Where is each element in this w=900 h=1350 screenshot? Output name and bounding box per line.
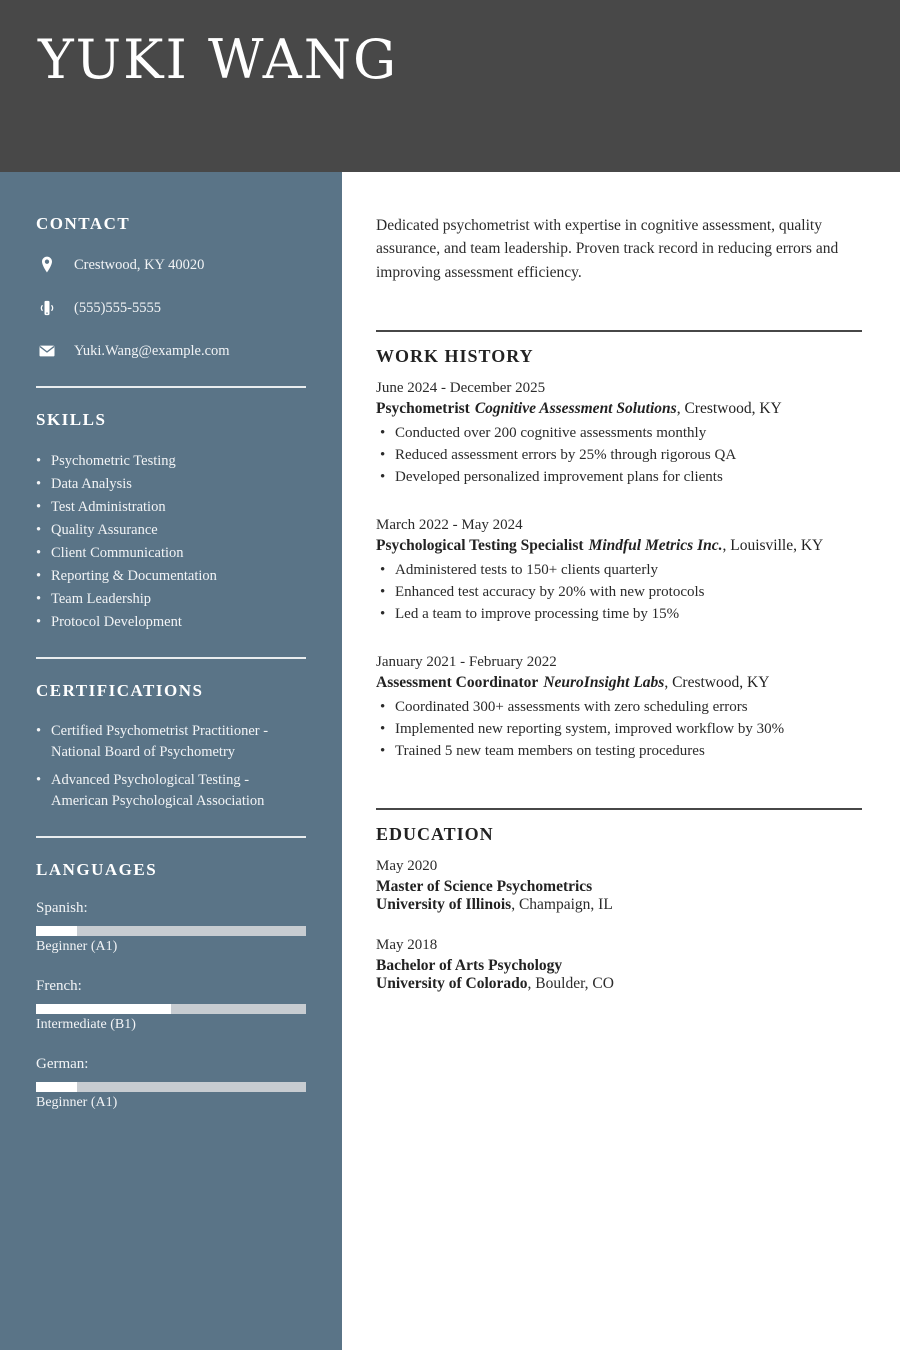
contact-heading: CONTACT: [36, 214, 131, 233]
degree-name: Master of Science Psychometrics: [376, 877, 593, 895]
language-progress-track: [36, 1082, 306, 1092]
language-block: [36, 1056, 306, 1111]
skill-item: • Client Communication: [36, 542, 306, 564]
education-heading: EDUCATION: [376, 823, 494, 844]
job-entry: [376, 517, 862, 625]
language-name: French:: [36, 978, 82, 994]
languages-heading: LANGUAGES: [36, 860, 158, 879]
job-bullet-list: [376, 696, 862, 762]
skills-list: [36, 450, 306, 633]
job-bullet: • Developed personalized improvement plans for clients: [376, 466, 862, 488]
job-bullet: • Implemented new reporting system, improved workflow by 30%: [376, 718, 862, 740]
section-divider: [376, 330, 862, 332]
job-bullet: • Reduced assessment errors by 25% through rigorous QA: [376, 444, 862, 466]
job-role: Psychometrist: [376, 399, 470, 417]
skill-item: • Quality Assurance: [36, 519, 306, 541]
skill-item: • Psychometric Testing: [36, 450, 306, 472]
contact-item-location: [36, 254, 306, 276]
header: [0, 0, 900, 172]
skill-item: • Reporting & Documentation: [36, 565, 306, 587]
language-progress-fill: [36, 926, 77, 936]
education-entry: [376, 937, 862, 993]
skills-heading: SKILLS: [36, 410, 107, 429]
contact-item-phone: [36, 297, 306, 319]
candidate-name: YUKI WANG: [38, 28, 399, 91]
certifications-list: [36, 721, 306, 812]
skills-section: [36, 410, 306, 633]
certifications-section: [36, 681, 306, 812]
certifications-heading: CERTIFICATIONS: [36, 681, 204, 700]
language-name: German:: [36, 1056, 89, 1072]
job-title-line: [376, 674, 862, 692]
job-bullet-list: [376, 422, 862, 488]
job-title-line: [376, 400, 862, 418]
contact-email-text: Yuki.Wang@example.com: [74, 342, 230, 359]
skill-item: • Team Leadership: [36, 588, 306, 610]
summary-text: Dedicated psychometrist with expertise in cognitive assessment, quality assurance, and team leadership. Proven track record in reducing errors and improving assessment efficiency.: [376, 217, 839, 281]
email-icon: [36, 340, 58, 362]
school-line: [376, 896, 862, 914]
contact-location-text: Crestwood, KY 40020: [74, 256, 205, 273]
sidebar: [0, 172, 342, 1350]
language-block: [36, 900, 306, 955]
language-level: Beginner (A1): [36, 939, 118, 954]
certification-item: • Advanced Psychological Testing - American Psychological Association: [36, 770, 306, 812]
language-level: Beginner (A1): [36, 1095, 118, 1110]
sidebar-divider: [36, 386, 306, 388]
education-date: May 2018: [376, 936, 438, 953]
education-date: May 2020: [376, 857, 438, 874]
job-bullet: • Trained 5 new team members on testing procedures: [376, 740, 862, 762]
school-name: University of Illinois: [376, 895, 512, 913]
job-company: Mindful Metrics Inc.: [588, 536, 723, 554]
language-progress-fill: [36, 1082, 77, 1092]
job-entry: [376, 380, 862, 488]
job-bullet: • Conducted over 200 cognitive assessments monthly: [376, 422, 862, 444]
language-level: Intermediate (B1): [36, 1017, 136, 1032]
languages-section: [36, 860, 306, 1111]
language-progress-fill: [36, 1004, 171, 1014]
section-divider: [376, 808, 862, 810]
skill-item: • Test Administration: [36, 496, 306, 518]
job-bullet: • Enhanced test accuracy by 20% with new protocols: [376, 581, 862, 603]
job-dates: June 2024 - December 2025: [376, 379, 546, 396]
certification-item: • Certified Psychometrist Practitioner - National Board of Psychometry: [36, 721, 306, 763]
skill-item: • Data Analysis: [36, 473, 306, 495]
job-dates: March 2022 - May 2024: [376, 516, 523, 533]
school-name: University of Colorado: [376, 974, 528, 992]
job-role: Assessment Coordinator: [376, 673, 539, 691]
school-location: , Champaign, IL: [511, 895, 613, 913]
job-bullet: • Administered tests to 150+ clients quarterly: [376, 559, 862, 581]
job-entry: [376, 654, 862, 762]
skill-item: • Protocol Development: [36, 611, 306, 633]
contact-section: [36, 214, 306, 362]
sidebar-divider: [36, 836, 306, 838]
body-columns: [0, 172, 900, 1350]
contact-phone-text: (555)555-5555: [74, 299, 161, 316]
job-company: NeuroInsight Labs: [543, 673, 665, 691]
job-dates: January 2021 - February 2022: [376, 653, 557, 670]
main-content: [342, 172, 900, 1350]
work-history-heading: WORK HISTORY: [376, 345, 534, 366]
phone-icon: [36, 297, 58, 319]
sidebar-divider: [36, 657, 306, 659]
location-icon: [36, 254, 58, 276]
language-progress-track: [36, 1004, 306, 1014]
language-name: Spanish:: [36, 900, 88, 916]
language-block: [36, 978, 306, 1033]
language-progress-track: [36, 926, 306, 936]
job-role: Psychological Testing Specialist: [376, 536, 584, 554]
education-entry: [376, 858, 862, 914]
job-location: , Crestwood, KY: [664, 673, 770, 691]
school-line: [376, 975, 862, 993]
job-company: Cognitive Assessment Solutions: [474, 399, 677, 417]
job-bullet: • Led a team to improve processing time by 15%: [376, 603, 862, 625]
contact-item-email: [36, 340, 306, 362]
school-location: , Boulder, CO: [527, 974, 614, 992]
job-location: , Crestwood, KY: [676, 399, 782, 417]
job-location: , Louisville, KY: [722, 536, 824, 554]
degree-name: Bachelor of Arts Psychology: [376, 956, 563, 974]
job-bullet-list: [376, 559, 862, 625]
job-title-line: [376, 537, 862, 555]
job-bullet: • Coordinated 300+ assessments with zero scheduling errors: [376, 696, 862, 718]
